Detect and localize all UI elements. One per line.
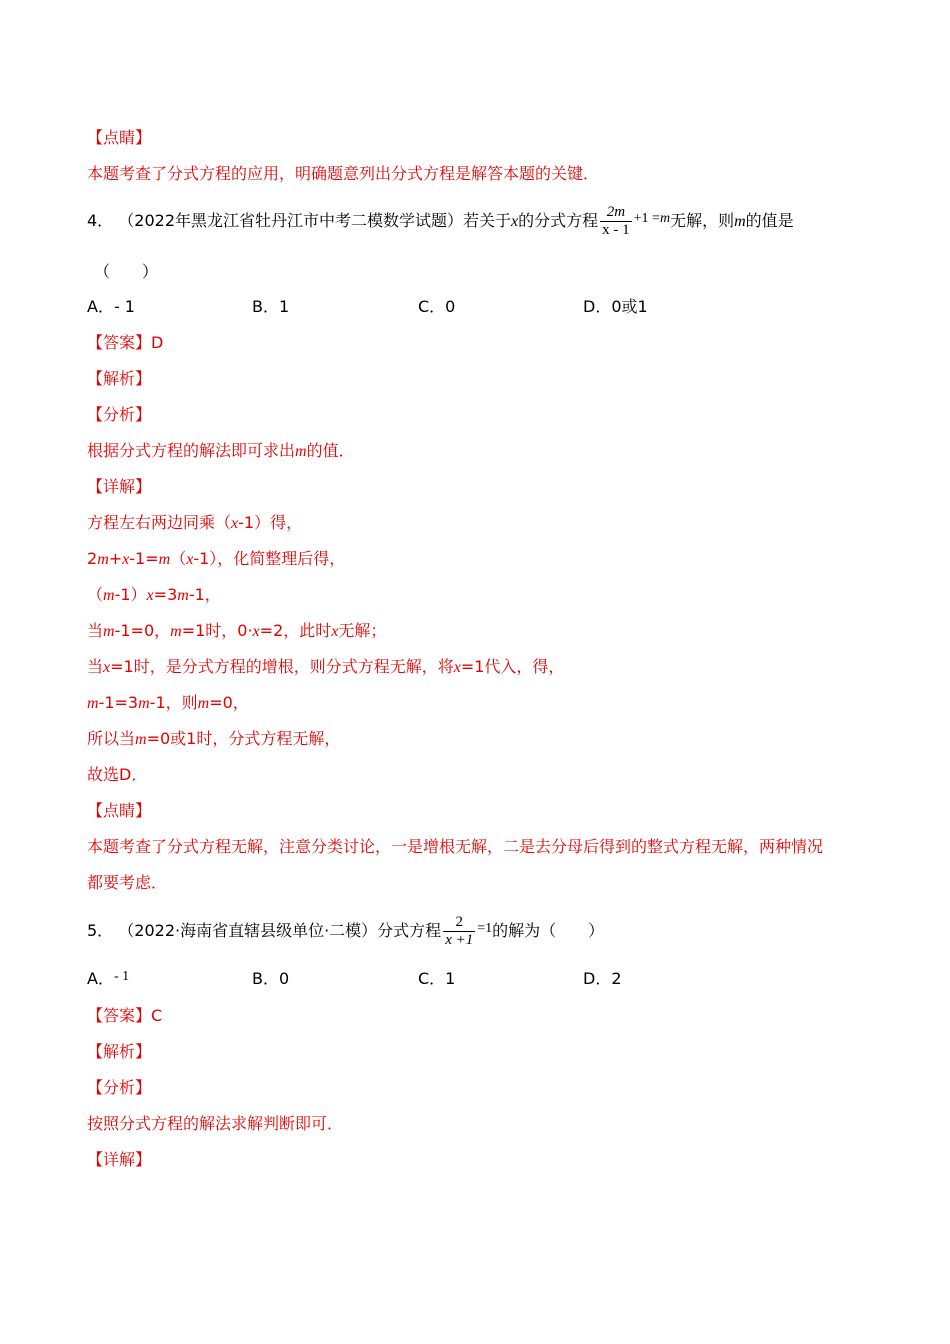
- q4-answer-paren: （ ）: [94, 262, 159, 281]
- prev-dianjing-text: 本题考查了分式方程的应用，明确题意列出分式方程是解答本题的关键．: [87, 164, 600, 183]
- q4-step-1: 方程左右两边同乘（x-1）得，: [87, 513, 303, 532]
- q4-option-b: B．1: [252, 297, 290, 316]
- q5-fenxi-label: 【分析】: [87, 1078, 152, 1097]
- q4-stem: 4． （2022年黑龙江省牡丹江市中考二模数学试题）若关于x的分式方程 $\frac{2m}{x - 1}$ +1 =m无解，则m的值是: [87, 204, 794, 238]
- q4-dianjing-line2: 都要考虑．: [87, 873, 168, 892]
- q5-stem: 5． （2022·海南省直辖县级单位·二模）分式方程 $\frac{2}{x +1}$ =1的解为（ ）: [87, 914, 605, 948]
- q4-step-6: m-1=3m-1，则m=0，: [87, 693, 249, 712]
- prev-dianjing-label: 【点睛】: [87, 128, 152, 147]
- q4-answer: 【答案】D: [87, 333, 164, 352]
- q4-fraction: $\frac{2m}{x - 1}$: [602, 204, 630, 238]
- q4-option-a: A．- 1: [87, 297, 135, 316]
- q5-xiangjie-label: 【详解】: [87, 1150, 152, 1169]
- q4-step-5: 当x=1时，是分式方程的增根，则分式方程无解，将x=1代入，得，: [87, 657, 565, 676]
- q4-fenxi-label: 【分析】: [87, 405, 152, 424]
- q4-step-4: 当m-1=0，m=1时，0·x=2，此时x无解；: [87, 621, 387, 640]
- q4-step-7: 所以当m=0或1时，分式方程无解，: [87, 729, 341, 748]
- q5-option-d: D．2: [583, 969, 622, 988]
- q5-fenxi-text: 按照分式方程的解法求解判断即可．: [87, 1114, 344, 1133]
- q5-option-c: C．1: [418, 969, 456, 988]
- q4-jiexi-label: 【解析】: [87, 369, 152, 388]
- q4-option-d: D．0或1: [583, 297, 648, 316]
- q4-dianjing-line1: 本题考查了分式方程无解，注意分类讨论，一是增根无解，二是去分母后得到的整式方程无解，两种情况: [87, 837, 824, 856]
- q4-xiangjie-label: 【详解】: [87, 477, 152, 496]
- q4-fenxi-text: 根据分式方程的解法即可求出m的值．: [87, 441, 355, 460]
- q4-step-8: 故选D．: [87, 765, 148, 784]
- q5-fraction: $\frac{2}{x +1}$: [445, 914, 474, 948]
- q4-option-c: C．0: [418, 297, 456, 316]
- q4-step-2: 2m+x-1=m（x-1），化简整理后得，: [87, 549, 346, 568]
- q5-option-b: B．0: [252, 969, 290, 988]
- q5-jiexi-label: 【解析】: [87, 1042, 152, 1061]
- q4-step-3: （m-1）x=3m-1，: [87, 585, 221, 604]
- q5-answer: 【答案】C: [87, 1006, 163, 1025]
- q4-dianjing-label: 【点睛】: [87, 801, 152, 820]
- q5-option-a: A．- 1: [87, 969, 130, 988]
